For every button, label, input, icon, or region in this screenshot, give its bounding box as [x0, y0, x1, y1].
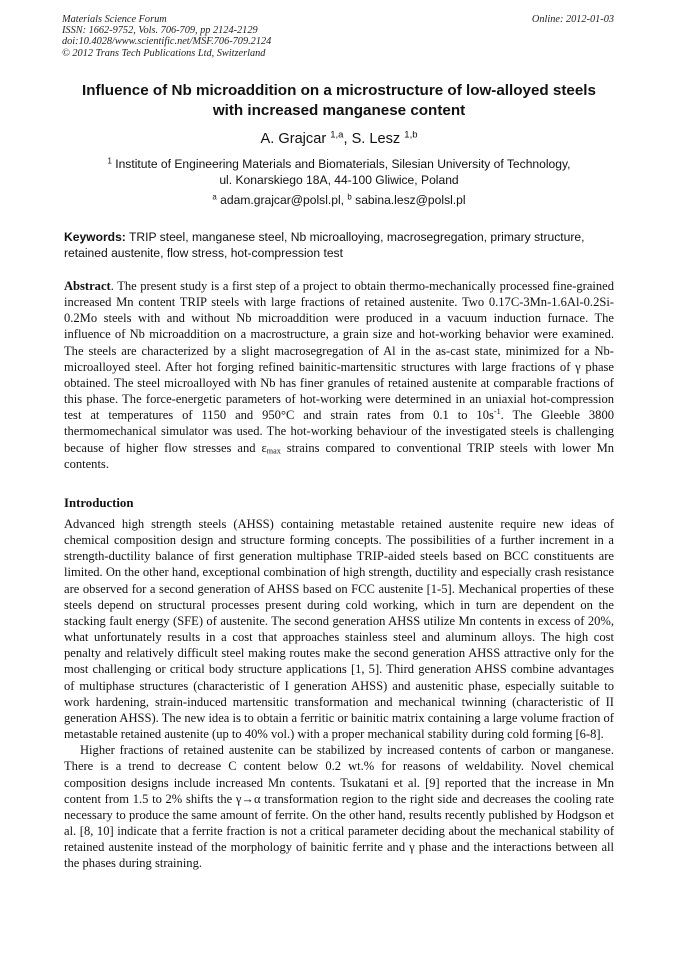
author-name: S. Lesz [351, 131, 401, 147]
author-separator: , [343, 131, 352, 147]
abstract-label: Abstract [64, 279, 111, 293]
email-link[interactable]: sabina.lesz@polsl.pl [355, 193, 466, 207]
affiliation-line-1: Institute of Engineering Materials and Biomaterials, Silesian University of Technology, [115, 157, 571, 171]
issn-line: ISSN: 1662-9752, Vols. 706-709, pp 2124-2129 [62, 25, 258, 37]
author-affiliation-mark: 1,b [404, 129, 418, 141]
paragraph: Advanced high strength steels (AHSS) containing metastable retained austenite require new ideas of chemical composition design and structure forming concepts. The possibilities of a further increment in a strength-ductility balance of first generation multiphase TRIP-aided steels based on BCC constituents are limited. On the other hand, exceptional combination of high strength, ductility and especially crash resistance are observed for a second generation of AHSS based on FCC austenite [1-5]. Mechanical properties of these steels depend on structural processes present during cold working, which in turn are dependent on the stacking fault energy (SFE) of austenite. The second generation AHSS utilize Mn contents in excess of 20%, what unfortunately results in a cost that approaches stainless steel and aluminum alloys. The high cost penalty and relatively difficult steel making routes make the second generation AHSS attractive only for the most challenging or critical body structure applications [1, 5]. Third generation AHSS combine advantages of multiphase structures (characteristic of I generation AHSS) and austenitic phase, especially suitable to work hardening, strain-induced martensitic transformation and mechanical twinning (characteristic of II generation AHSS). The new idea is to obtain a ferritic or bainitic matrix containing a large volume fraction of metastable retained austenite (up to 40% vol.) with a proper mechanical stability during cold forming [6-8]. [64, 517, 614, 742]
email-link[interactable]: adam.grajcar@polsl.pl, [220, 193, 345, 207]
email-mark: b [347, 192, 352, 202]
affiliation-line-2: ul. Konarskiego 18A, 44-100 Gliwice, Poland [219, 173, 459, 187]
abstract-text: . The Gleeble 3800 thermomechanical simulator was used. The hot-working behaviour of the investigated steels is challenging because of higher flow stresses and ε [64, 408, 615, 455]
paper-title [40, 81, 638, 120]
abstract-text: . The present study is a first step of a project to obtain thermo-mechanically processed fine-grained increased Mn content TRIP steels with large fractions of retained austenite. Two 0.17C-3Mn-1.6Al-0.2Si-0.2Mo steels with and without Nb microaddition were produced in a vacuum induction furnace. The influence of Nb microaddition on a macrostructure, a grain size and hot-working behavior were examined. The steels are characterized by a slight macrosegregation of Al in the as-cast state, minimized for a Nb-microalloyed steel. After hot forging refined bainitic-martensitic structures with large fractions of γ phase obtained. The steel microalloyed with Nb has finer granules of retained austenite at comparable fractions of this phase. The force-energetic parameters of hot-working were determined in an uniaxial hot-compression test at temperatures of 1150 and 950°C and strain rates from 0.1 to 10s [64, 279, 614, 423]
email-mark: a [212, 192, 217, 202]
subscript: max [266, 446, 281, 456]
online-date: Online: 2012-01-03 [531, 14, 614, 25]
journal-name: Materials Science Forum [62, 14, 167, 25]
author-affiliation-mark: 1,a [330, 129, 344, 141]
affiliation [40, 156, 638, 188]
title-line-2: with increased manganese content [212, 101, 466, 119]
abstract-text: strains compared to conventional TRIP steels with lower Mn contents. [64, 440, 614, 471]
keywords-text: TRIP steel, manganese steel, Nb microalloying, macrosegregation, primary structure, retained austenite, flow stress, hot-compression test [64, 230, 585, 260]
journal-header [62, 14, 271, 59]
doi-line: doi:10.4028/www.scientific.net/MSF.706-709.2124 [62, 36, 272, 48]
affiliation-mark: 1 [107, 156, 112, 166]
introduction-body [64, 516, 614, 871]
section-heading: Introduction [64, 496, 134, 510]
copyright-line: © 2012 Trans Tech Publications Ltd, Switzerland [62, 47, 266, 59]
keywords-label: Keywords: [64, 230, 126, 244]
keywords-block [64, 230, 614, 261]
paragraph: Higher fractions of retained austenite can be stabilized by increased contents of carbon or manganese. There is a trend to decrease C content below 0.2 wt.% for reasons of weldability. Novel chemical composition designs include increased Mn contents. Tsukatani et al. [9] reported that the increase in Mn content from 1.5 to 2% shifts the γ→α transformation region to the right side and decreases the cooling rate necessary to produce the same amount of ferrite. On the other hand, results recently published by Hodgson et al. [8, 10] indicate that a ferrite fraction is not a critical parameter deciding about the mechanical stability of retained austenite instead of the morphology of bainitic ferrite and γ phase and the interactions between all the phases during straining. [64, 743, 614, 871]
abstract-block [64, 278, 614, 472]
superscript: -1 [493, 407, 501, 417]
title-line-1: Influence of Nb microaddition on a microstructure of low-alloyed steels [82, 82, 596, 99]
author-name: A. Grajcar [260, 131, 327, 147]
author-list [40, 130, 638, 148]
email-list [40, 192, 638, 208]
